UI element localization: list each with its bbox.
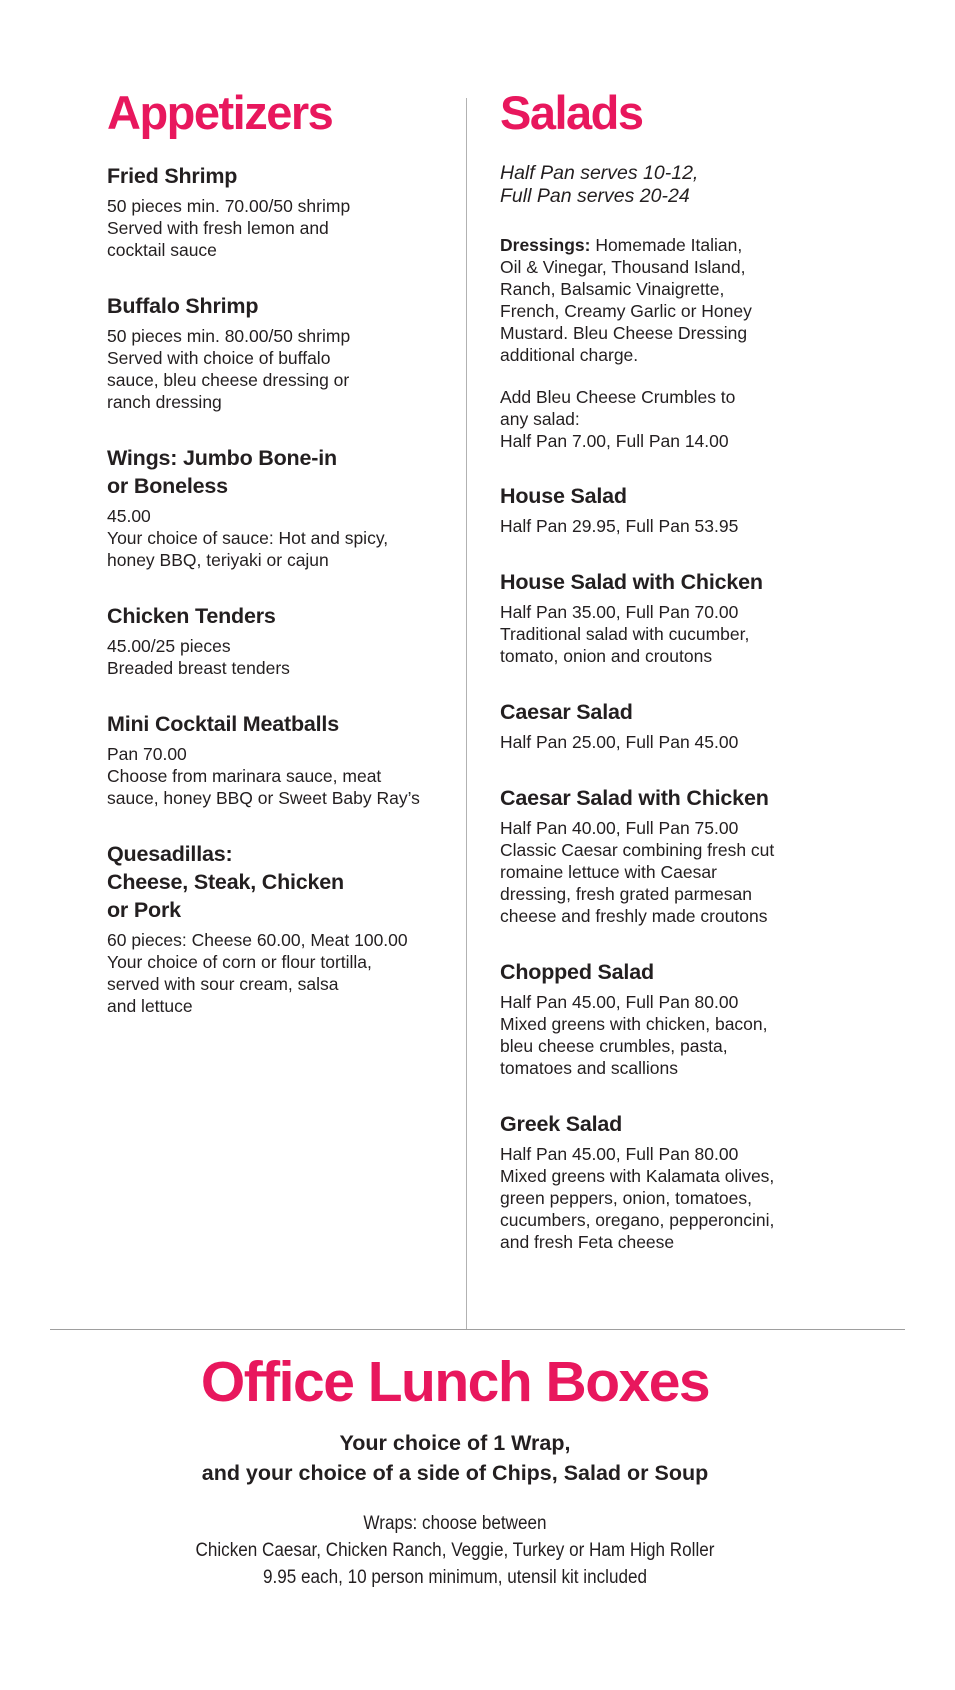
item-name: Caesar Salad bbox=[500, 700, 633, 724]
menu-item bbox=[107, 710, 442, 809]
item-description: 60 pieces: Cheese 60.00, Meat 100.00 Your choice of corn or flour tortilla, served with sour cream, salsa and lettuce bbox=[107, 930, 408, 1016]
menu-item bbox=[500, 958, 875, 1079]
menu-item bbox=[107, 162, 442, 261]
item-description: 45.00/25 pieces Breaded breast tenders bbox=[107, 636, 290, 678]
lunch-boxes-subtitle: Your choice of 1 Wrap, and your choice of a side of Chips, Salad or Soup bbox=[201, 1431, 709, 1485]
lunch-boxes-details: Wraps: choose between Chicken Caesar, Chicken Ranch, Veggie, Turkey or Ham High Roller 9.95 each, 10 person minimum, utensil kit included bbox=[195, 1513, 715, 1588]
menu-item bbox=[107, 444, 442, 571]
dressings-first-line-text: Homemade Italian, bbox=[590, 235, 743, 255]
office-lunch-boxes-title: Office Lunch Boxes bbox=[200, 1350, 710, 1414]
dressings-more-lines: Oil & Vinegar, Thousand Island, Ranch, Balsamic Vinaigrette, French, Creamy Garlic or Honey Mustard. Bleu Cheese Dressing additional charge. bbox=[500, 257, 752, 365]
item-description: Half Pan 25.00, Full Pan 45.00 bbox=[500, 732, 739, 752]
bleu-cheese-crumbles-note: Add Bleu Cheese Crumbles to any salad: Half Pan 7.00, Full Pan 14.00 bbox=[500, 387, 736, 451]
menu-item bbox=[107, 602, 442, 679]
menu-item bbox=[500, 568, 875, 667]
column-divider bbox=[466, 98, 467, 1329]
appetizers-title: Appetizers bbox=[107, 86, 333, 139]
item-name: Wings: Jumbo Bone-in or Boneless bbox=[107, 446, 337, 498]
item-description: Half Pan 45.00, Full Pan 80.00 Mixed greens with Kalamata olives, green peppers, onion, tomatoes, cucumbers, oregano, pepperoncini, and fresh Feta cheese bbox=[500, 1144, 775, 1252]
item-description: 45.00 Your choice of sauce: Hot and spicy, honey BBQ, teriyaki or cajun bbox=[107, 506, 389, 570]
menu-item bbox=[107, 292, 442, 413]
menu-item bbox=[500, 1110, 875, 1253]
salads-item-list bbox=[500, 482, 875, 1253]
item-name: Chopped Salad bbox=[500, 960, 654, 984]
menu-item bbox=[500, 482, 875, 537]
menu-item bbox=[107, 840, 442, 1017]
item-name: House Salad bbox=[500, 484, 627, 508]
menu-item bbox=[500, 698, 875, 753]
appetizers-item-list bbox=[107, 162, 442, 1017]
item-name: Mini Cocktail Meatballs bbox=[107, 712, 339, 736]
item-description: Half Pan 40.00, Full Pan 75.00 Classic Caesar combining fresh cut romaine lettuce with Caesar dressing, fresh grated parmesan cheese and freshly made croutons bbox=[500, 818, 775, 926]
item-name: Caesar Salad with Chicken bbox=[500, 786, 769, 810]
salads-section bbox=[500, 88, 875, 1284]
item-name: Chicken Tenders bbox=[107, 604, 276, 628]
item-description: Half Pan 35.00, Full Pan 70.00 Traditional salad with cucumber, tomato, onion and croutons bbox=[500, 602, 750, 666]
item-description: 50 pieces min. 70.00/50 shrimp Served with fresh lemon and cocktail sauce bbox=[107, 196, 351, 260]
item-description: Half Pan 29.95, Full Pan 53.95 bbox=[500, 516, 739, 536]
item-name: Quesadillas: Cheese, Steak, Chicken or Pork bbox=[107, 842, 344, 922]
salads-title: Salads bbox=[500, 86, 643, 139]
menu-item bbox=[500, 784, 875, 927]
item-description: Pan 70.00 Choose from marinara sauce, meat sauce, honey BBQ or Sweet Baby Ray’s bbox=[107, 744, 420, 808]
office-lunch-boxes-section bbox=[0, 1352, 910, 1591]
appetizers-section bbox=[107, 88, 442, 1048]
dressings-first-line bbox=[500, 234, 875, 256]
item-description: Half Pan 45.00, Full Pan 80.00 Mixed greens with chicken, bacon, bleu cheese crumbles, pasta, tomatoes and scallions bbox=[500, 992, 768, 1078]
section-divider bbox=[50, 1329, 905, 1330]
serving-size-note: Half Pan serves 10-12, Full Pan serves 20-24 bbox=[500, 162, 699, 207]
item-name: Buffalo Shrimp bbox=[107, 294, 259, 318]
item-name: Greek Salad bbox=[500, 1112, 623, 1136]
dressings-label: Dressings: bbox=[500, 235, 591, 255]
dressings-note bbox=[500, 234, 875, 366]
item-name: Fried Shrimp bbox=[107, 164, 238, 188]
item-name: House Salad with Chicken bbox=[500, 570, 763, 594]
item-description: 50 pieces min. 80.00/50 shrimp Served with choice of buffalo sauce, bleu cheese dressing or ranch dressing bbox=[107, 326, 351, 412]
